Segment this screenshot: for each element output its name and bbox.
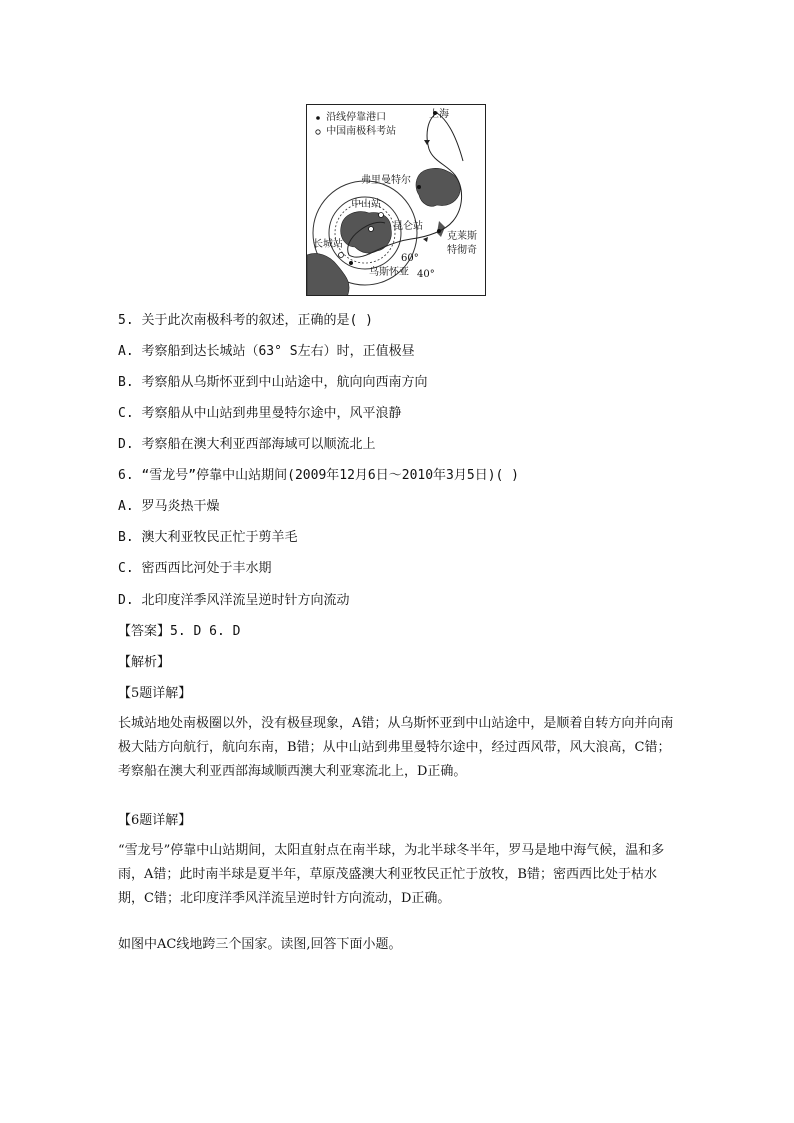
map-legend	[313, 111, 396, 139]
question-6-option-a: A. 罗马炎热干燥	[118, 499, 220, 514]
label-fremantle: 弗里曼特尔	[361, 175, 411, 186]
route-arrow	[424, 140, 430, 145]
label-kunlun: 昆仑站	[393, 221, 423, 232]
question-6-stem: 6. “雪龙号”停靠中山站期间(2009年12月6日～2010年3月5日)( )	[118, 468, 520, 483]
label-christchurch-2: 特彻奇	[447, 245, 477, 256]
analysis-heading: 【解析】	[118, 655, 171, 670]
question-5-option-c: C. 考察船从中山站到弗里曼特尔途中，风平浪静	[118, 406, 402, 421]
label-ushuaia: 乌斯怀亚	[369, 267, 409, 278]
label-lat60: 60°	[401, 253, 419, 264]
question-5-option-d: D. 考察船在澳大利亚西部海域可以顺流北上	[118, 437, 376, 452]
answer-line: 【答案】5. D 6. D	[118, 624, 241, 639]
station-marker-zhongshan	[379, 213, 384, 218]
question-5-option-a: A. 考察船到达长城站（63° S左右）时，正值极昼	[118, 344, 415, 359]
detail-6-text: “雪龙号”停靠中山站期间，太阳直射点在南半球，为北半球冬半年，罗马是地中海气候，温和多雨，A错；此时南半球是夏半年，草原茂盛澳大利亚牧民正忙于放牧，B错；密西西比处于枯水期，C错；北印度洋季风洋流呈逆时针方向流动，D正确。	[118, 843, 665, 906]
label-shanghai: 上海	[429, 109, 449, 120]
question-5-stem: 5. 关于此次南极科考的叙述，正确的是( )	[118, 313, 373, 328]
station-marker-kunlun	[369, 227, 374, 232]
label-great-wall: 长城站	[313, 239, 343, 250]
label-lat40: 40°	[417, 269, 435, 280]
legend-port-label: 沿线停靠港口	[326, 112, 387, 123]
port-marker-ushuaia	[349, 261, 353, 265]
detail-5-heading: 【5题详解】	[118, 686, 192, 701]
station-marker-great-wall	[339, 253, 344, 258]
detail-6-heading: 【6题详解】	[118, 813, 192, 828]
question-6-option-c: C. 密西西比河处于丰水期	[118, 561, 272, 576]
question-5-option-b: B. 考察船从乌斯怀亚到中山站途中，航向向西南方向	[118, 375, 428, 390]
next-section-intro: 如图中AC线地跨三个国家。读图,回答下面小题。	[118, 937, 402, 952]
question-6-option-d: D. 北印度洋季风洋流呈逆时针方向流动	[118, 593, 350, 608]
question-6-option-b: B. 澳大利亚牧民正忙于剪羊毛	[118, 530, 298, 545]
port-marker-fremantle	[417, 185, 421, 189]
legend-station-label: 中国南极科考站	[326, 126, 397, 137]
detail-5-text: 长城站地处南极圈以外，没有极昼现象，A错；从乌斯怀亚到中山站途中，是顺着自转方向并向南极大陆方向航行，航向东南，B错；从中山站到弗里曼特尔途中，经过西风带，风大浪高，C错；考察船在澳大利亚西部海域顺西澳大利亚寒流北上，D正确。	[118, 716, 674, 779]
antarctic-route-map	[306, 104, 486, 296]
label-zhongshan: 中山站	[351, 199, 381, 210]
south-america-landmass	[307, 253, 349, 296]
port-marker-christchurch	[437, 229, 441, 233]
route-arrow	[423, 237, 428, 242]
label-christchurch-1: 克莱斯	[447, 231, 477, 242]
